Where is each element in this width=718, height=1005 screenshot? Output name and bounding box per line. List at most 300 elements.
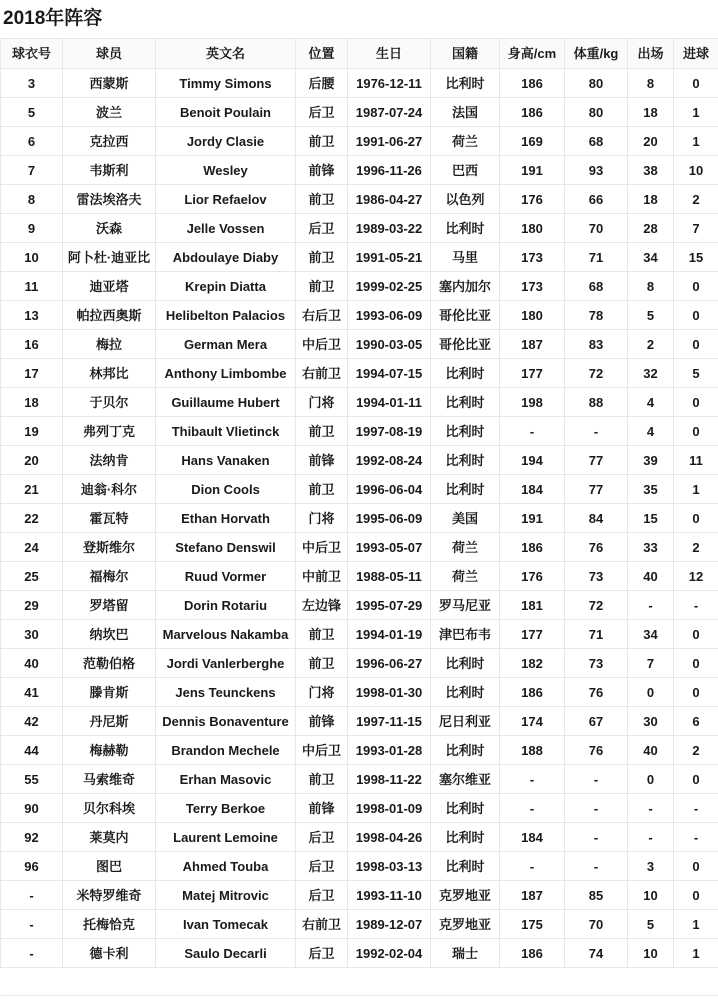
cell-jersey-number: 5 xyxy=(1,98,63,127)
cell-player-name: 马索维奇 xyxy=(63,765,156,794)
cell-english-name: Timmy Simons xyxy=(156,69,296,98)
table-row xyxy=(1,446,718,475)
cell-birthday: 1995-07-29 xyxy=(348,591,431,620)
cell-height-cm: 174 xyxy=(500,707,565,736)
cell-jersey-number: 13 xyxy=(1,301,63,330)
column-header-position: 位置 xyxy=(296,39,348,69)
cell-jersey-number: 22 xyxy=(1,504,63,533)
table-row xyxy=(1,939,718,968)
cell-appearances: - xyxy=(628,794,674,823)
cell-player-name: 德卡利 xyxy=(63,939,156,968)
cell-appearances: - xyxy=(628,823,674,852)
table-row xyxy=(1,852,718,881)
cell-english-name: Ethan Horvath xyxy=(156,504,296,533)
cell-height-cm: - xyxy=(500,794,565,823)
cell-jersey-number: 10 xyxy=(1,243,63,272)
cell-weight-kg: 73 xyxy=(565,649,628,678)
cell-jersey-number: 21 xyxy=(1,475,63,504)
cell-position: 门将 xyxy=(296,388,348,417)
cell-position: 前卫 xyxy=(296,185,348,214)
cell-goals: - xyxy=(674,794,718,823)
cell-birthday: 1999-02-25 xyxy=(348,272,431,301)
cell-nationality: 巴西 xyxy=(431,156,500,185)
cell-appearances: 40 xyxy=(628,736,674,765)
cell-goals: 0 xyxy=(674,272,718,301)
cell-birthday: 1998-01-30 xyxy=(348,678,431,707)
cell-player-name: 托梅恰克 xyxy=(63,910,156,939)
table-row xyxy=(1,736,718,765)
cell-jersey-number: 8 xyxy=(1,185,63,214)
cell-position: 前卫 xyxy=(296,127,348,156)
cell-goals: 1 xyxy=(674,939,718,968)
cell-appearances: - xyxy=(628,591,674,620)
cell-birthday: 1989-12-07 xyxy=(348,910,431,939)
column-header-appearances: 出场 xyxy=(628,39,674,69)
cell-appearances: 38 xyxy=(628,156,674,185)
cell-goals: - xyxy=(674,823,718,852)
cell-player-name: 登斯维尔 xyxy=(63,533,156,562)
cell-birthday: 1993-11-10 xyxy=(348,881,431,910)
cell-appearances: 30 xyxy=(628,707,674,736)
cell-weight-kg: 72 xyxy=(565,359,628,388)
cell-birthday: 1998-03-13 xyxy=(348,852,431,881)
cell-birthday: 1986-04-27 xyxy=(348,185,431,214)
cell-player-name: 林邦比 xyxy=(63,359,156,388)
cell-birthday: 1998-11-22 xyxy=(348,765,431,794)
cell-birthday: 1997-08-19 xyxy=(348,417,431,446)
cell-nationality: 克罗地亚 xyxy=(431,910,500,939)
cell-english-name: Matej Mitrovic xyxy=(156,881,296,910)
cell-player-name: 韦斯利 xyxy=(63,156,156,185)
cell-goals: - xyxy=(674,591,718,620)
cell-appearances: 3 xyxy=(628,852,674,881)
cell-goals: 0 xyxy=(674,852,718,881)
cell-jersey-number: 29 xyxy=(1,591,63,620)
cell-appearances: 33 xyxy=(628,533,674,562)
cell-birthday: 1993-06-09 xyxy=(348,301,431,330)
table-row xyxy=(1,69,718,98)
cell-nationality: 塞内加尔 xyxy=(431,272,500,301)
cell-nationality: 比利时 xyxy=(431,214,500,243)
cell-nationality: 荷兰 xyxy=(431,533,500,562)
cell-appearances: 18 xyxy=(628,98,674,127)
cell-weight-kg: 77 xyxy=(565,475,628,504)
cell-nationality: 尼日利亚 xyxy=(431,707,500,736)
cell-english-name: Jens Teunckens xyxy=(156,678,296,707)
cell-position: 左边锋 xyxy=(296,591,348,620)
cell-weight-kg: - xyxy=(565,765,628,794)
cell-jersey-number: 20 xyxy=(1,446,63,475)
table-row xyxy=(1,794,718,823)
table-row xyxy=(1,127,718,156)
cell-weight-kg: 70 xyxy=(565,910,628,939)
cell-height-cm: 186 xyxy=(500,69,565,98)
cell-birthday: 1996-11-26 xyxy=(348,156,431,185)
cell-goals: 0 xyxy=(674,417,718,446)
cell-nationality: 马里 xyxy=(431,243,500,272)
cell-nationality: 比利时 xyxy=(431,736,500,765)
cell-height-cm: 182 xyxy=(500,649,565,678)
cell-goals: 0 xyxy=(674,881,718,910)
cell-appearances: 34 xyxy=(628,243,674,272)
cell-player-name: 福梅尔 xyxy=(63,562,156,591)
cell-english-name: Anthony Limbombe xyxy=(156,359,296,388)
cell-nationality: 比利时 xyxy=(431,446,500,475)
column-header-english-name: 英文名 xyxy=(156,39,296,69)
cell-english-name: Jordy Clasie xyxy=(156,127,296,156)
cell-goals: 2 xyxy=(674,533,718,562)
cell-nationality: 荷兰 xyxy=(431,127,500,156)
cell-position: 后卫 xyxy=(296,214,348,243)
cell-position: 门将 xyxy=(296,504,348,533)
cell-goals: 5 xyxy=(674,359,718,388)
cell-player-name: 迪翁·科尔 xyxy=(63,475,156,504)
cell-nationality: 比利时 xyxy=(431,417,500,446)
table-row xyxy=(1,272,718,301)
cell-english-name: Marvelous Nakamba xyxy=(156,620,296,649)
cell-nationality: 哥伦比亚 xyxy=(431,301,500,330)
cell-weight-kg: 71 xyxy=(565,620,628,649)
cell-height-cm: - xyxy=(500,765,565,794)
cell-height-cm: 191 xyxy=(500,156,565,185)
cell-weight-kg: 68 xyxy=(565,127,628,156)
table-row xyxy=(1,881,718,910)
cell-jersey-number: 44 xyxy=(1,736,63,765)
header-row xyxy=(1,39,718,69)
table-row xyxy=(1,591,718,620)
cell-birthday: 1992-08-24 xyxy=(348,446,431,475)
cell-position: 中前卫 xyxy=(296,562,348,591)
cell-position: 前卫 xyxy=(296,417,348,446)
cell-height-cm: 173 xyxy=(500,243,565,272)
cell-nationality: 比利时 xyxy=(431,475,500,504)
cell-weight-kg: 93 xyxy=(565,156,628,185)
cell-player-name: 纳坎巴 xyxy=(63,620,156,649)
cell-nationality: 比利时 xyxy=(431,69,500,98)
cell-nationality: 比利时 xyxy=(431,794,500,823)
cell-birthday: 1991-05-21 xyxy=(348,243,431,272)
cell-nationality: 以色列 xyxy=(431,185,500,214)
cell-height-cm: 187 xyxy=(500,330,565,359)
cell-birthday: 1997-11-15 xyxy=(348,707,431,736)
table-row xyxy=(1,330,718,359)
cell-english-name: Brandon Mechele xyxy=(156,736,296,765)
cell-height-cm: 187 xyxy=(500,881,565,910)
cell-nationality: 瑞士 xyxy=(431,939,500,968)
cell-goals: 2 xyxy=(674,185,718,214)
cell-jersey-number: 40 xyxy=(1,649,63,678)
cell-appearances: 18 xyxy=(628,185,674,214)
cell-player-name: 雷法埃洛夫 xyxy=(63,185,156,214)
cell-jersey-number: 96 xyxy=(1,852,63,881)
cell-height-cm: - xyxy=(500,417,565,446)
table-row xyxy=(1,707,718,736)
cell-jersey-number: - xyxy=(1,910,63,939)
cell-nationality: 克罗地亚 xyxy=(431,881,500,910)
cell-height-cm: 188 xyxy=(500,736,565,765)
cell-jersey-number: 90 xyxy=(1,794,63,823)
cell-goals: 0 xyxy=(674,69,718,98)
cell-appearances: 2 xyxy=(628,330,674,359)
table-row xyxy=(1,301,718,330)
cell-height-cm: 176 xyxy=(500,562,565,591)
cell-position: 前锋 xyxy=(296,156,348,185)
cell-nationality: 塞尔维亚 xyxy=(431,765,500,794)
cell-goals: 7 xyxy=(674,214,718,243)
page-title: 2018年阵容 xyxy=(3,8,103,29)
cell-height-cm: 186 xyxy=(500,678,565,707)
column-header-birthday: 生日 xyxy=(348,39,431,69)
column-header-goals: 进球 xyxy=(674,39,718,69)
cell-position: 右前卫 xyxy=(296,910,348,939)
cell-english-name: Guillaume Hubert xyxy=(156,388,296,417)
cell-birthday: 1990-03-05 xyxy=(348,330,431,359)
cell-goals: 0 xyxy=(674,504,718,533)
table-row xyxy=(1,765,718,794)
cell-goals: 2 xyxy=(674,736,718,765)
cell-height-cm: 180 xyxy=(500,301,565,330)
column-header-weight-kg: 体重/kg xyxy=(565,39,628,69)
cell-height-cm: 198 xyxy=(500,388,565,417)
cell-english-name: Jordi Vanlerberghe xyxy=(156,649,296,678)
cell-player-name: 莱莫内 xyxy=(63,823,156,852)
cell-weight-kg: 76 xyxy=(565,678,628,707)
table-row xyxy=(1,388,718,417)
cell-weight-kg: 67 xyxy=(565,707,628,736)
cell-birthday: 1988-05-11 xyxy=(348,562,431,591)
cell-weight-kg: 66 xyxy=(565,185,628,214)
cell-appearances: 5 xyxy=(628,301,674,330)
cell-position: 门将 xyxy=(296,678,348,707)
cell-goals: 6 xyxy=(674,707,718,736)
cell-goals: 0 xyxy=(674,330,718,359)
cell-player-name: 沃森 xyxy=(63,214,156,243)
cell-english-name: Benoit Poulain xyxy=(156,98,296,127)
cell-appearances: 10 xyxy=(628,939,674,968)
table-row xyxy=(1,243,718,272)
cell-position: 前锋 xyxy=(296,794,348,823)
cell-player-name: 米特罗维奇 xyxy=(63,881,156,910)
cell-height-cm: 169 xyxy=(500,127,565,156)
table-row xyxy=(1,533,718,562)
cell-english-name: Thibault Vlietinck xyxy=(156,417,296,446)
cell-height-cm: - xyxy=(500,852,565,881)
table-row xyxy=(1,359,718,388)
roster-table xyxy=(0,38,718,996)
cell-english-name: Terry Berkoe xyxy=(156,794,296,823)
cell-player-name: 阿卜杜·迪亚比 xyxy=(63,243,156,272)
cell-position: 后卫 xyxy=(296,881,348,910)
table-row xyxy=(1,475,718,504)
cell-player-name: 罗塔留 xyxy=(63,591,156,620)
cell-position: 前卫 xyxy=(296,475,348,504)
cell-nationality: 比利时 xyxy=(431,649,500,678)
cell-player-name: 迪亚塔 xyxy=(63,272,156,301)
cell-appearances: 0 xyxy=(628,765,674,794)
cell-player-name: 梅赫勒 xyxy=(63,736,156,765)
table-footer xyxy=(1,968,718,996)
table-row xyxy=(1,649,718,678)
cell-player-name: 克拉西 xyxy=(63,127,156,156)
cell-birthday: 1996-06-27 xyxy=(348,649,431,678)
cell-birthday: 1991-06-27 xyxy=(348,127,431,156)
cell-weight-kg: - xyxy=(565,852,628,881)
cell-player-name: 波兰 xyxy=(63,98,156,127)
cell-position: 后卫 xyxy=(296,852,348,881)
cell-player-name: 霍瓦特 xyxy=(63,504,156,533)
table-row xyxy=(1,417,718,446)
column-header-player-name: 球员 xyxy=(63,39,156,69)
cell-appearances: 20 xyxy=(628,127,674,156)
cell-position: 中后卫 xyxy=(296,533,348,562)
cell-english-name: Krepin Diatta xyxy=(156,272,296,301)
cell-weight-kg: 77 xyxy=(565,446,628,475)
cell-birthday: 1995-06-09 xyxy=(348,504,431,533)
cell-height-cm: 184 xyxy=(500,475,565,504)
cell-player-name: 西蒙斯 xyxy=(63,69,156,98)
cell-birthday: 1998-01-09 xyxy=(348,794,431,823)
cell-weight-kg: 85 xyxy=(565,881,628,910)
cell-player-name: 贝尔科埃 xyxy=(63,794,156,823)
table-row xyxy=(1,185,718,214)
cell-height-cm: 186 xyxy=(500,939,565,968)
cell-birthday: 1994-07-15 xyxy=(348,359,431,388)
cell-jersey-number: 92 xyxy=(1,823,63,852)
cell-weight-kg: 76 xyxy=(565,736,628,765)
cell-english-name: Jelle Vossen xyxy=(156,214,296,243)
cell-jersey-number: 41 xyxy=(1,678,63,707)
cell-position: 右前卫 xyxy=(296,359,348,388)
cell-appearances: 40 xyxy=(628,562,674,591)
cell-height-cm: 175 xyxy=(500,910,565,939)
cell-position: 前锋 xyxy=(296,707,348,736)
cell-nationality: 法国 xyxy=(431,98,500,127)
cell-goals: 0 xyxy=(674,678,718,707)
cell-height-cm: 184 xyxy=(500,823,565,852)
cell-english-name: Helibelton Palacios xyxy=(156,301,296,330)
column-header-nationality: 国籍 xyxy=(431,39,500,69)
cell-position: 前卫 xyxy=(296,649,348,678)
cell-english-name: German Mera xyxy=(156,330,296,359)
cell-goals: 10 xyxy=(674,156,718,185)
cell-english-name: Lior Refaelov xyxy=(156,185,296,214)
cell-goals: 0 xyxy=(674,301,718,330)
cell-position: 前卫 xyxy=(296,243,348,272)
cell-jersey-number: 17 xyxy=(1,359,63,388)
cell-birthday: 1998-04-26 xyxy=(348,823,431,852)
cell-position: 中后卫 xyxy=(296,330,348,359)
cell-english-name: Wesley xyxy=(156,156,296,185)
cell-jersey-number: 30 xyxy=(1,620,63,649)
cell-appearances: 15 xyxy=(628,504,674,533)
cell-position: 中后卫 xyxy=(296,736,348,765)
cell-appearances: 4 xyxy=(628,417,674,446)
cell-appearances: 5 xyxy=(628,910,674,939)
cell-height-cm: 173 xyxy=(500,272,565,301)
cell-position: 前卫 xyxy=(296,620,348,649)
cell-appearances: 39 xyxy=(628,446,674,475)
cell-english-name: Dennis Bonaventure xyxy=(156,707,296,736)
cell-weight-kg: 80 xyxy=(565,69,628,98)
footer-empty-cell xyxy=(1,968,718,996)
cell-appearances: 32 xyxy=(628,359,674,388)
cell-english-name: Ahmed Touba xyxy=(156,852,296,881)
cell-player-name: 弗列丁克 xyxy=(63,417,156,446)
cell-jersey-number: 9 xyxy=(1,214,63,243)
cell-player-name: 法纳肯 xyxy=(63,446,156,475)
cell-goals: 0 xyxy=(674,765,718,794)
cell-height-cm: 191 xyxy=(500,504,565,533)
cell-english-name: Hans Vanaken xyxy=(156,446,296,475)
cell-english-name: Ivan Tomecak xyxy=(156,910,296,939)
cell-jersey-number: - xyxy=(1,881,63,910)
cell-english-name: Ruud Vormer xyxy=(156,562,296,591)
cell-appearances: 7 xyxy=(628,649,674,678)
cell-jersey-number: 11 xyxy=(1,272,63,301)
cell-goals: 1 xyxy=(674,98,718,127)
cell-english-name: Dion Cools xyxy=(156,475,296,504)
table-row xyxy=(1,823,718,852)
cell-weight-kg: 80 xyxy=(565,98,628,127)
table-body xyxy=(1,69,718,968)
cell-weight-kg: 83 xyxy=(565,330,628,359)
cell-weight-kg: 68 xyxy=(565,272,628,301)
cell-jersey-number: - xyxy=(1,939,63,968)
cell-english-name: Saulo Decarli xyxy=(156,939,296,968)
cell-nationality: 比利时 xyxy=(431,359,500,388)
cell-position: 后卫 xyxy=(296,939,348,968)
cell-birthday: 1987-07-24 xyxy=(348,98,431,127)
cell-jersey-number: 18 xyxy=(1,388,63,417)
cell-jersey-number: 3 xyxy=(1,69,63,98)
cell-position: 前卫 xyxy=(296,765,348,794)
table-header xyxy=(1,39,718,69)
cell-appearances: 8 xyxy=(628,69,674,98)
cell-jersey-number: 7 xyxy=(1,156,63,185)
cell-height-cm: 180 xyxy=(500,214,565,243)
column-header-jersey-number: 球衣号 xyxy=(1,39,63,69)
cell-player-name: 丹尼斯 xyxy=(63,707,156,736)
cell-player-name: 图巴 xyxy=(63,852,156,881)
cell-jersey-number: 55 xyxy=(1,765,63,794)
cell-height-cm: 176 xyxy=(500,185,565,214)
cell-weight-kg: 88 xyxy=(565,388,628,417)
cell-goals: 1 xyxy=(674,910,718,939)
cell-position: 前卫 xyxy=(296,272,348,301)
column-header-height-cm: 身高/cm xyxy=(500,39,565,69)
cell-player-name: 帕拉西奥斯 xyxy=(63,301,156,330)
cell-birthday: 1996-06-04 xyxy=(348,475,431,504)
cell-height-cm: 177 xyxy=(500,620,565,649)
table-row xyxy=(1,562,718,591)
cell-jersey-number: 24 xyxy=(1,533,63,562)
cell-nationality: 津巴布韦 xyxy=(431,620,500,649)
cell-jersey-number: 16 xyxy=(1,330,63,359)
cell-appearances: 34 xyxy=(628,620,674,649)
cell-appearances: 0 xyxy=(628,678,674,707)
cell-weight-kg: 72 xyxy=(565,591,628,620)
table-row xyxy=(1,214,718,243)
table-row xyxy=(1,504,718,533)
cell-birthday: 1992-02-04 xyxy=(348,939,431,968)
cell-appearances: 8 xyxy=(628,272,674,301)
cell-birthday: 1993-01-28 xyxy=(348,736,431,765)
cell-player-name: 梅拉 xyxy=(63,330,156,359)
cell-nationality: 哥伦比亚 xyxy=(431,330,500,359)
cell-english-name: Dorin Rotariu xyxy=(156,591,296,620)
cell-weight-kg: 78 xyxy=(565,301,628,330)
cell-nationality: 比利时 xyxy=(431,388,500,417)
